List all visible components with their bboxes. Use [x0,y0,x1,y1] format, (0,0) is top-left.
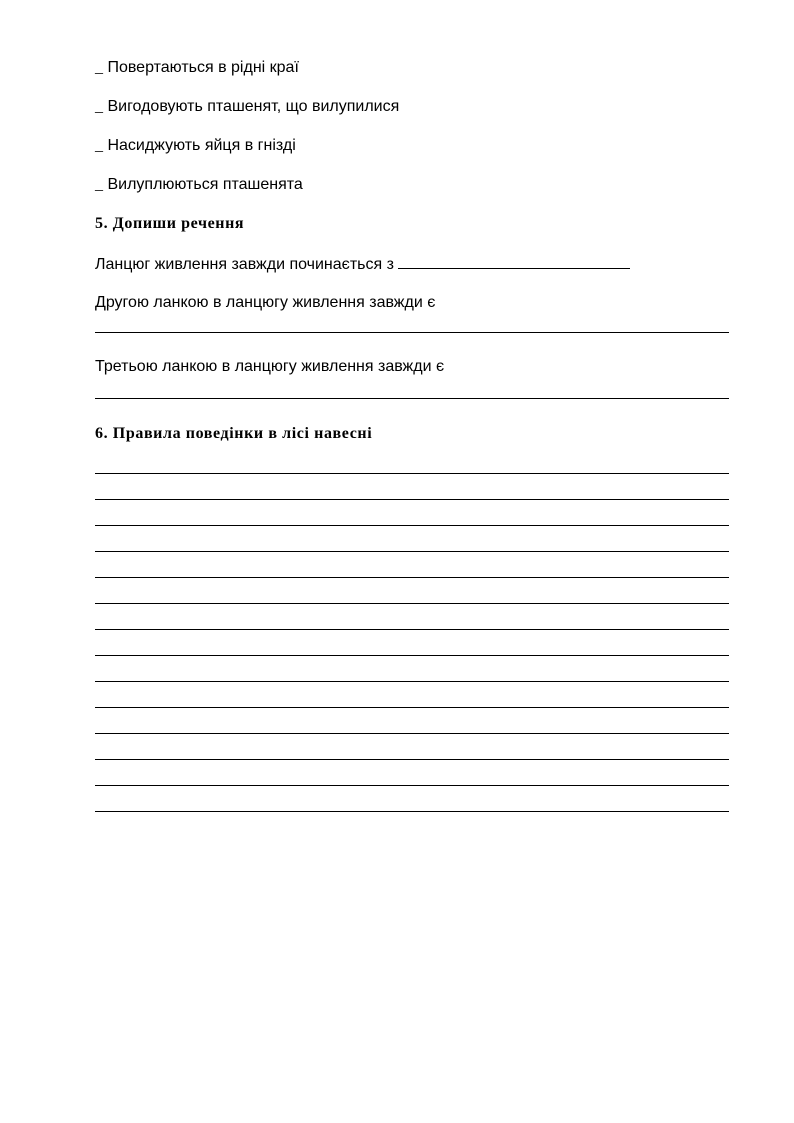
task5-sentence-3: Третьою ланкою в ланцюгу живлення завжди є [95,358,445,375]
answer-line[interactable] [95,785,729,786]
sequence-marker: _ [95,98,103,115]
answer-line[interactable] [95,551,729,552]
sequence-item-text: Повертаються в рідні краї [107,59,299,76]
answer-line[interactable] [95,525,729,526]
answer-line[interactable] [95,332,729,333]
answer-line[interactable] [95,681,729,682]
sequence-item [95,136,296,156]
answer-line[interactable] [95,603,729,604]
answer-line[interactable] [95,629,729,630]
answer-line[interactable] [95,499,729,500]
task6-heading: 6. Правила поведінки в лісі навесні [95,425,373,442]
sequence-marker: _ [95,137,103,154]
task5-sentence-2: Другою ланкою в ланцюгу живлення завжди є [95,294,436,311]
sequence-item-text: Вилуплюються пташенята [107,176,303,193]
answer-line[interactable] [95,707,729,708]
answer-line[interactable] [95,398,729,399]
sequence-item-text: Вигодовують пташенят, що вилупилися [107,98,400,115]
answer-line[interactable] [95,473,729,474]
answer-line[interactable] [95,733,729,734]
answer-line[interactable] [95,655,729,656]
sequence-item [95,58,299,78]
answer-blank-1[interactable] [398,254,630,269]
answer-line[interactable] [95,759,729,760]
sentence-text: Ланцюг живлення завжди починається з [95,256,394,273]
sequence-item [95,97,399,117]
sequence-item-text: Насиджують яйця в гнізді [107,137,296,154]
answer-line[interactable] [95,811,729,812]
task5-sentence-1 [95,254,630,275]
sequence-marker: _ [95,176,103,193]
sequence-item [95,175,303,195]
task5-heading: 5. Допиши речення [95,215,245,232]
answer-line[interactable] [95,577,729,578]
sequence-marker: _ [95,59,103,76]
